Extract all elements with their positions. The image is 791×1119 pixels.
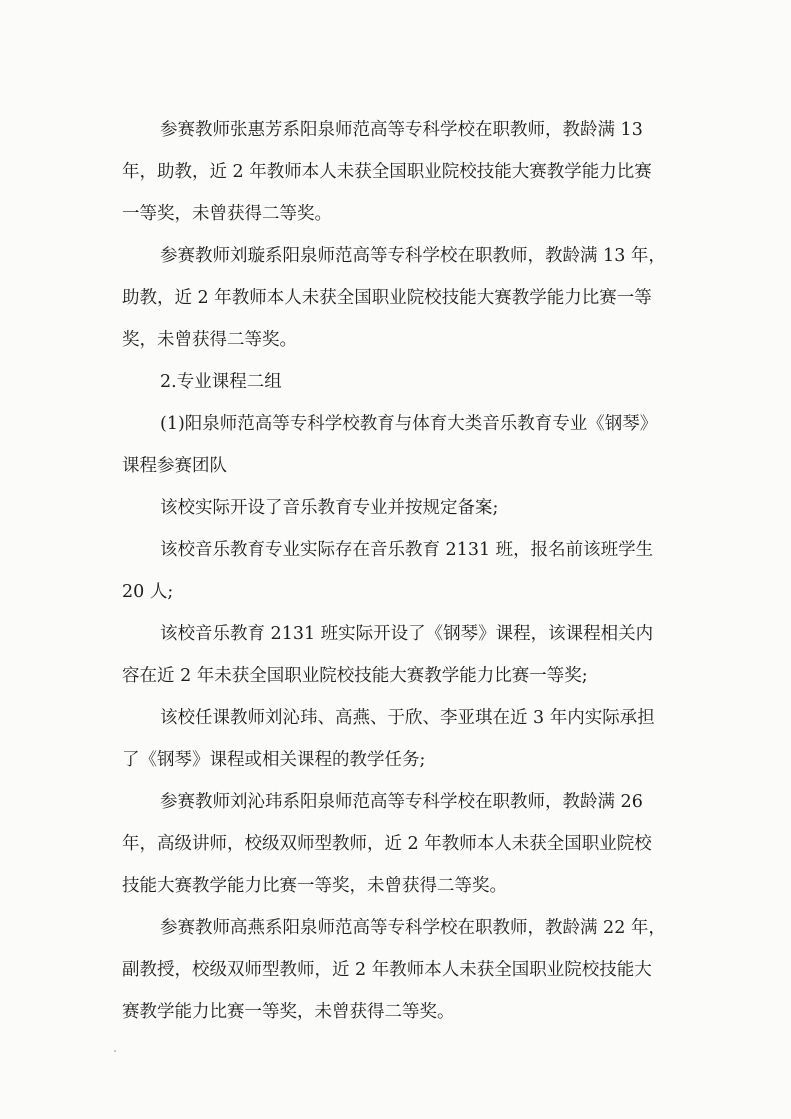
section-heading: 2.专业课程二组 (160, 372, 282, 392)
subsection-heading-cont: 课程参赛团队 (122, 456, 227, 476)
text-line: 参赛教师刘璇系阳泉师范高等专科学校在职教师，教龄满 13 年， (160, 246, 666, 266)
text-line: 20 人; (122, 582, 174, 602)
text-line: 副教授，校级双师型教师，近 2 年教师本人未获全国职业院校技能大 (122, 960, 652, 980)
text-line: 参赛教师刘沁玮系阳泉师范高等专科学校在职教师，教龄满 26 (160, 792, 643, 812)
text-line: 年，助教，近 2 年教师本人未获全国职业院校技能大赛教学能力比赛 (122, 162, 652, 182)
scan-speck (114, 1050, 116, 1052)
text-line: 了《钢琴》课程或相关课程的教学任务; (122, 750, 426, 770)
text-line: 容在近 2 年未获全国职业院校技能大赛教学能力比赛一等奖; (122, 666, 588, 686)
text-line: 奖，未曾获得二等奖。 (122, 330, 297, 350)
text-line: 赛教学能力比赛一等奖，未曾获得二等奖。 (122, 1002, 455, 1022)
text-line: 参赛教师高燕系阳泉师范高等专科学校在职教师，教龄满 22 年， (160, 918, 666, 938)
text-line: 年，高级讲师，校级双师型教师，近 2 年教师本人未获全国职业院校 (122, 834, 652, 854)
text-line: 助教，近 2 年教师本人未获全国职业院校技能大赛教学能力比赛一等 (122, 288, 652, 308)
text-line: 该校音乐教育专业实际存在音乐教育 2131 班，报名前该班学生 (160, 540, 654, 560)
text-line: 该校实际开设了音乐教育专业并按规定备案; (160, 498, 499, 518)
text-line: 该校音乐教育 2131 班实际开设了《钢琴》课程，该课程相关内 (160, 624, 654, 644)
text-line: 该校任课教师刘沁玮、高燕、于欣、李亚琪在近 3 年内实际承担 (160, 708, 655, 728)
text-line: 一等奖，未曾获得二等奖。 (122, 204, 332, 224)
text-line: 参赛教师张惠芳系阳泉师范高等专科学校在职教师，教龄满 13 (160, 120, 643, 140)
subsection-heading: (1)阳泉师范高等专科学校教育与体育大类音乐教育专业《钢琴》 (160, 414, 658, 434)
text-line: 技能大赛教学能力比赛一等奖，未曾获得二等奖。 (122, 876, 507, 896)
